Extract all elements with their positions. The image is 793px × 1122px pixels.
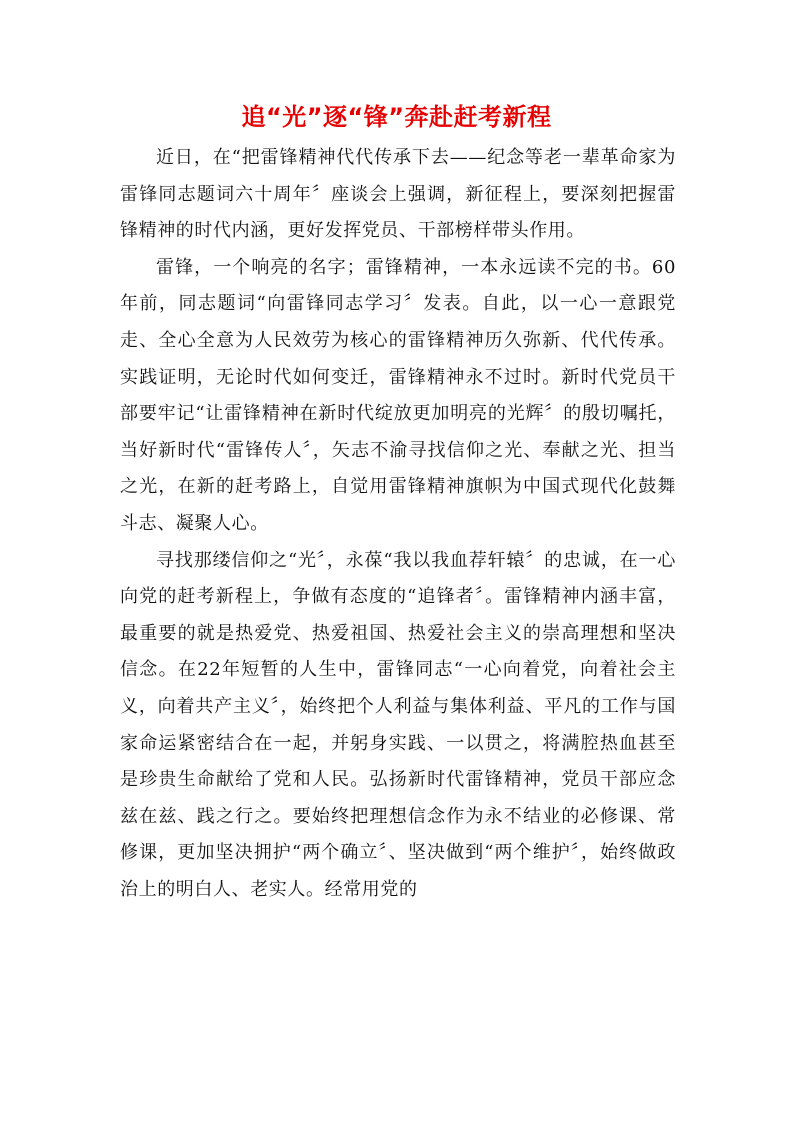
paragraph-2: 雷锋，一个响亮的名字；雷锋精神，一本永远读不完的书。60年前，同志题词“向雷锋同志学习〞发表。自此，以一心一意跟党走、全心全意为人民效劳为核心的雷锋精神历久弥新、代代传承。实践证明，无论时代如何变迁，雷锋精神永不过时。新时代党员干部要牢记“让雷锋精神在新时代绽放更加明亮的光辉〞的殷切嘱托，当好新时代“雷锋传人〞，矢志不渝寻找信仰之光、奉献之光、担当之光，在新的赶考路上，自觉用雷锋精神旗帜为中国式现代化鼓舞斗志、凝聚人心。 — [120, 256, 676, 534]
document-title: 追“光”逐“锋”奔赴赶考新程 — [241, 103, 552, 131]
paragraph-1: 近日，在“把雷锋精神代代传承下去——纪念等老一辈革命家为雷锋同志题词六十周年〞座谈会上强调，新征程上，要深刻把握雷锋精神的时代内涵，更好发挥党员、干部榜样带头作用。 — [120, 147, 676, 242]
paragraph-3: 寻找那缕信仰之“光〞，永葆“我以我血荐轩辕〞的忠诚，在一心向党的赶考新程上，争做有态度的“追锋者〞。雷锋精神内涵丰富，最重要的就是热爱党、热爱祖国、热爱社会主义的崇高理想和坚决信念。在22年短暂的人生中，雷锋同志“一心向着党，向着社会主义，向着共产主义〞，始终把个人利益与集体利益、平凡的工作与国家命运紧密结合在一起，并躬身实践、一以贯之，将满腔热血甚至是珍贵生命献给了党和人民。弘扬新时代雷锋精神，党员干部应念兹在兹、践之行之。要始终把理想信念作为永不结业的必修课、常修课，更加坚决拥护“两个确立〞、坚决做到“两个维护〞，始终做政治上的明白人、老实人。经常用党的 — [120, 549, 676, 900]
document-body — [120, 140, 676, 908]
